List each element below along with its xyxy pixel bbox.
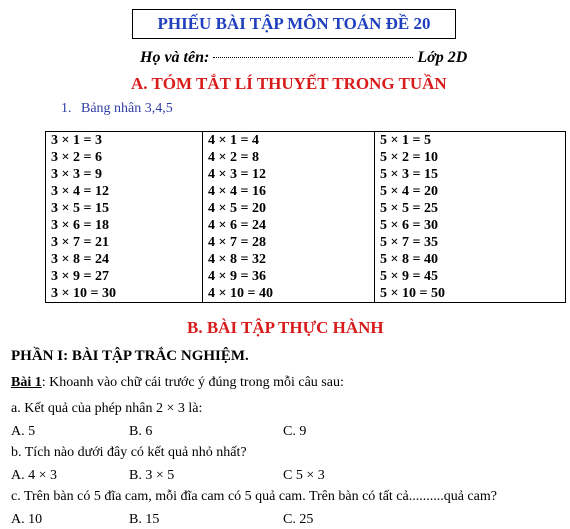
theory-item-text: Bảng nhân 3,4,5: [81, 101, 173, 116]
question-b: b. Tích nào dưới đây có kết quả nhỏ nhất?: [11, 445, 247, 460]
table-3-row: 3 × 6 = 18: [51, 218, 109, 233]
table-5-row: 5 × 1 = 5: [380, 133, 431, 148]
table-3-row: 3 × 5 = 15: [51, 201, 109, 216]
table-3-row: 3 × 1 = 3: [51, 133, 102, 148]
question-c-option-a[interactable]: A. 10: [11, 512, 43, 527]
table-5-row: 5 × 6 = 30: [380, 218, 438, 233]
question-b-option-a[interactable]: A. 4 × 3: [11, 468, 58, 483]
table-5-row: 5 × 9 = 45: [380, 269, 438, 284]
table-4-column: [203, 132, 375, 303]
name-label: Họ và tên:: [140, 49, 210, 66]
table-3-row: 3 × 7 = 21: [51, 235, 109, 250]
table-3-column: [46, 132, 203, 303]
table-3-row: 3 × 3 = 9: [51, 167, 102, 182]
table-4-row: 4 × 3 = 12: [208, 167, 266, 182]
question-b-option-b[interactable]: B. 3 × 5: [129, 468, 175, 483]
table-4-row: 4 × 10 = 40: [208, 286, 273, 301]
question-a-option-c[interactable]: C. 9: [283, 424, 307, 439]
worksheet-title: PHIẾU BÀI TẬP MÔN TOÁN ĐỀ 20: [132, 9, 456, 39]
question-a-option-a[interactable]: A. 5: [11, 424, 36, 439]
class-label: Lớp 2D: [417, 49, 468, 66]
table-4-row: 4 × 8 = 32: [208, 252, 266, 267]
table-5-row: 5 × 2 = 10: [380, 150, 438, 165]
exercise-1-instruction: [11, 375, 344, 391]
exercise-1-text: : Khoanh vào chữ cái trước ý đúng trong mỗi câu sau:: [41, 375, 344, 390]
table-5-row: 5 × 10 = 50: [380, 286, 445, 301]
student-info-line: [140, 49, 467, 67]
exercise-1-label: Bài 1: [11, 375, 42, 390]
section-a-heading: A. TÓM TẮT LÍ THUYẾT TRONG TUẦN: [131, 74, 447, 93]
table-4-row: 4 × 6 = 24: [208, 218, 266, 233]
table-5-row: 5 × 7 = 35: [380, 235, 438, 250]
section-b-heading: B. BÀI TẬP THỰC HÀNH: [187, 318, 384, 337]
question-c-option-c[interactable]: C. 25: [283, 512, 314, 527]
table-5-column: [375, 132, 566, 303]
theory-item-1: [61, 101, 173, 117]
name-blank[interactable]: [213, 57, 413, 58]
table-5-row: 5 × 8 = 40: [380, 252, 438, 267]
table-5-row: 5 × 5 = 25: [380, 201, 438, 216]
table-4-row: 4 × 9 = 36: [208, 269, 266, 284]
table-3-row: 3 × 4 = 12: [51, 184, 109, 199]
question-a: a. Kết quả của phép nhân 2 × 3 là:: [11, 401, 203, 416]
question-c: c. Trên bàn có 5 đĩa cam, mỗi đĩa cam có 5 quả cam. Trên bàn có tất cả..........quả cam?: [11, 489, 497, 504]
table-5-row: 5 × 4 = 20: [380, 184, 438, 199]
question-a-option-b[interactable]: B. 6: [129, 424, 153, 439]
multiplication-tables: [45, 131, 566, 303]
table-4-row: 4 × 7 = 28: [208, 235, 266, 250]
table-3-row: 3 × 9 = 27: [51, 269, 109, 284]
question-b-option-c[interactable]: C 5 × 3: [283, 468, 325, 483]
theory-item-number: 1.: [61, 101, 72, 116]
part-1-heading: PHẦN I: BÀI TẬP TRẮC NGHIỆM.: [11, 348, 249, 364]
table-4-row: 4 × 5 = 20: [208, 201, 266, 216]
table-4-row: 4 × 4 = 16: [208, 184, 266, 199]
table-3-row: 3 × 10 = 30: [51, 286, 116, 301]
table-4-row: 4 × 1 = 4: [208, 133, 259, 148]
table-4-row: 4 × 2 = 8: [208, 150, 259, 165]
table-3-row: 3 × 8 = 24: [51, 252, 109, 267]
table-3-row: 3 × 2 = 6: [51, 150, 102, 165]
table-5-row: 5 × 3 = 15: [380, 167, 438, 182]
question-c-option-b[interactable]: B. 15: [129, 512, 160, 527]
